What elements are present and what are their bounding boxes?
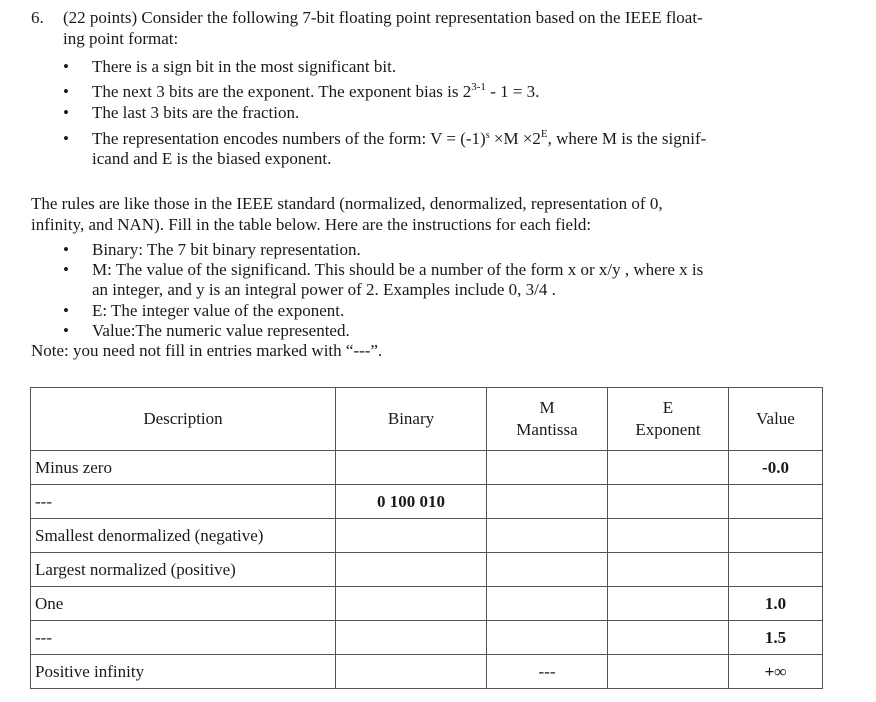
cell-mantissa[interactable] [487,621,608,655]
cell-mantissa[interactable] [487,451,608,485]
cell-mantissa[interactable] [487,485,608,519]
table-row [31,451,823,485]
table-row [31,587,823,621]
problem-intro-line1: (22 points) Consider the following 7-bit floating point representation based on the IEEE float- [63,8,703,27]
problem-intro-line2: ing point format: [63,29,179,48]
bullet-fraction: The last 3 bits are the fraction. [92,103,300,122]
cell-exponent[interactable] [608,553,729,587]
cell-value[interactable] [729,485,823,519]
instruction-value: Value:The numeric value represented. [92,321,350,340]
header-binary: Binary [336,388,487,451]
cell-mantissa[interactable]: --- [487,655,608,689]
cell-mantissa[interactable] [487,519,608,553]
cell-mantissa[interactable] [487,587,608,621]
cell-exponent[interactable] [608,621,729,655]
bullet-dot: • [63,240,69,259]
bullet-dot: • [63,301,69,320]
cell-exponent[interactable] [608,655,729,689]
problem-number: 6. [31,8,44,27]
bullet-dot: • [63,82,69,101]
encoding-mid: ×M ×2 [489,129,541,148]
bullet-exponent-tail: - 1 = 3. [485,82,540,101]
cell-binary[interactable]: 0 100 010 [336,485,487,519]
bullet-encoding [92,129,706,149]
cell-binary[interactable] [336,553,487,587]
cell-exponent[interactable] [608,519,729,553]
cell-exponent[interactable] [608,587,729,621]
sign-superscript: s [485,130,490,141]
bullet-dot: • [63,129,69,148]
header-e: E [662,398,674,417]
cell-exponent[interactable] [608,451,729,485]
header-value: Value [729,388,823,451]
bullet-dot: • [63,321,69,340]
bullet-dot: • [63,260,69,279]
bullet-dot: • [63,57,69,76]
fp-table [30,387,823,689]
cell-binary[interactable] [336,519,487,553]
rules-line2: infinity, and NAN). Fill in the table below. Here are the instructions for each field: [31,215,592,234]
encoding-tail: , where M is the signif- [547,129,707,148]
cell-value[interactable]: 1.0 [729,587,823,621]
cell-mantissa[interactable] [487,553,608,587]
table-row [31,485,823,519]
table-header-row [31,388,823,451]
instruction-binary: Binary: The 7 bit binary representation. [92,240,361,259]
cell-description: Positive infinity [31,655,336,689]
instruction-e: E: The integer value of the exponent. [92,301,345,320]
exp-superscript: E [540,128,548,140]
table-row [31,553,823,587]
header-exponent [608,388,729,451]
cell-value[interactable]: -0.0 [729,451,823,485]
cell-description: Minus zero [31,451,336,485]
bullet-encoding-line2: icand and E is the biased exponent. [92,149,332,168]
bullet-sign-bit: There is a sign bit in the most significant bit. [92,57,397,76]
cell-value[interactable]: 1.5 [729,621,823,655]
cell-exponent[interactable] [608,485,729,519]
rules-line1: The rules are like those in the IEEE standard (normalized, denormalized, representation of 0, [31,194,663,213]
header-mantissa [487,388,608,451]
cell-description: Smallest denormalized (negative) [31,519,336,553]
cell-description: --- [31,485,336,519]
instruction-m: M: The value of the significand. This should be a number of the form x or x/y , where x is [92,260,704,279]
bullet-exponent-text: The next 3 bits are the exponent. The exponent bias is 2 [92,82,472,101]
cell-description: One [31,587,336,621]
cell-value[interactable]: +∞ [729,655,823,689]
table-row [31,519,823,553]
bias-superscript: 3-1 [471,81,486,93]
cell-binary[interactable] [336,655,487,689]
bullet-dot: • [63,103,69,122]
cell-binary[interactable] [336,587,487,621]
table-row [31,621,823,655]
note: Note: you need not fill in entries marked with “---”. [31,341,383,360]
encoding-text: The representation encodes numbers of the form: V = (-1) [92,129,486,148]
cell-description: Largest normalized (positive) [31,553,336,587]
bullet-exponent [92,82,539,102]
instruction-m-line2: an integer, and y is an integral power of 2. Examples include 0, 3/4 . [92,280,556,299]
table-row [31,655,823,689]
header-description: Description [31,388,336,451]
cell-description: --- [31,621,336,655]
header-mantissa-label: Mantissa [516,420,578,439]
header-exponent-label: Exponent [635,420,701,439]
header-m: M [539,398,555,417]
cell-value[interactable] [729,519,823,553]
cell-binary[interactable] [336,451,487,485]
cell-binary[interactable] [336,621,487,655]
cell-value[interactable] [729,553,823,587]
